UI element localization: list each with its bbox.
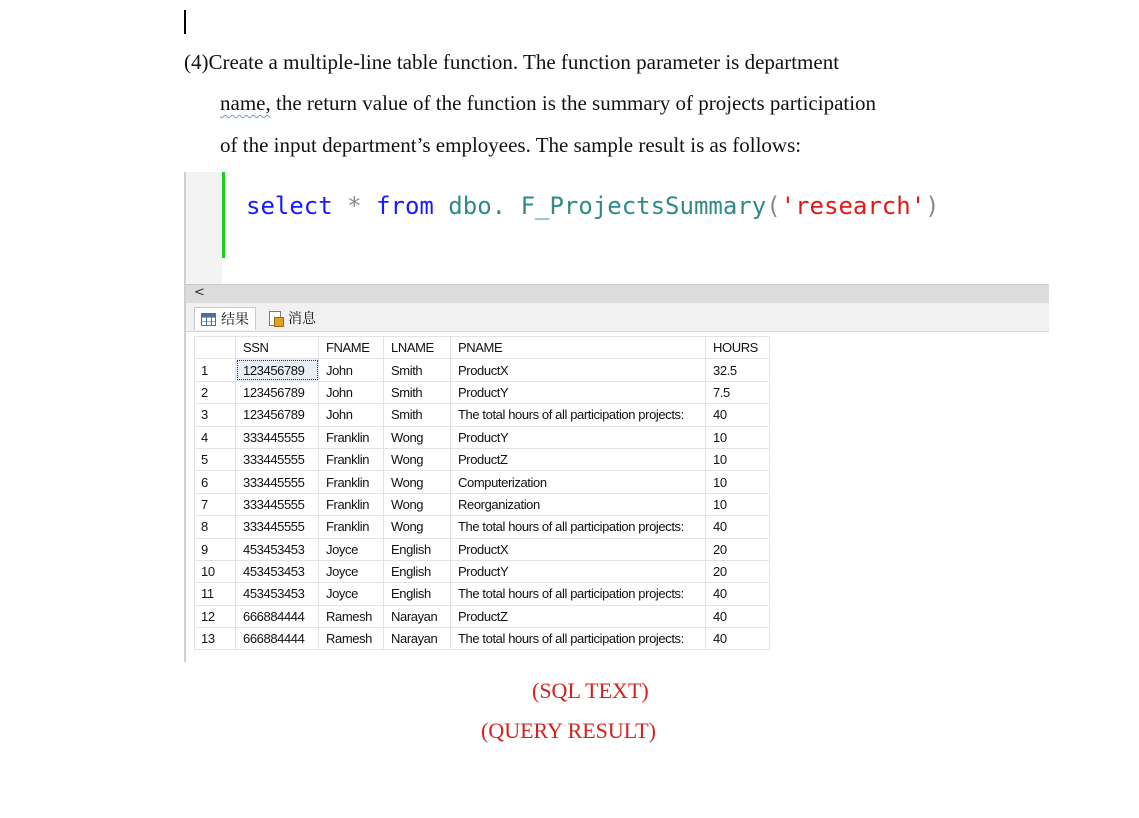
cell-ssn[interactable]: 123456789 bbox=[236, 359, 319, 381]
cell-fname[interactable]: Franklin bbox=[319, 471, 384, 493]
scroll-left-icon[interactable]: < bbox=[194, 285, 205, 300]
row-number[interactable]: 10 bbox=[195, 560, 236, 582]
cell-hours[interactable]: 10 bbox=[706, 493, 770, 515]
caption-sql-text: (SQL TEXT) bbox=[532, 678, 649, 703]
sql-schema: dbo. bbox=[433, 192, 521, 220]
cell-pname[interactable]: The total hours of all participation projects: bbox=[451, 628, 706, 650]
cell-ssn[interactable]: 333445555 bbox=[236, 448, 319, 470]
cell-lname[interactable]: Wong bbox=[384, 516, 451, 538]
cell-ssn[interactable]: 333445555 bbox=[236, 426, 319, 448]
cell-pname[interactable]: Computerization bbox=[451, 471, 706, 493]
cell-lname[interactable]: English bbox=[384, 560, 451, 582]
cell-ssn[interactable]: 123456789 bbox=[236, 381, 319, 403]
table-row[interactable] bbox=[195, 381, 770, 403]
cell-pname[interactable]: ProductZ bbox=[451, 605, 706, 627]
grid-header-row bbox=[195, 337, 770, 359]
table-row[interactable] bbox=[195, 583, 770, 605]
sql-paren-open: ( bbox=[766, 192, 781, 220]
cell-hours[interactable]: 7.5 bbox=[706, 381, 770, 403]
cell-lname[interactable]: English bbox=[384, 583, 451, 605]
cell-hours[interactable]: 40 bbox=[706, 583, 770, 605]
cell-lname[interactable]: English bbox=[384, 538, 451, 560]
sql-paren-close: ) bbox=[925, 192, 940, 220]
tab-results-label: 结果 bbox=[221, 312, 249, 328]
row-number[interactable]: 13 bbox=[195, 628, 236, 650]
cell-pname[interactable]: ProductY bbox=[451, 560, 706, 582]
cell-lname[interactable]: Narayan bbox=[384, 605, 451, 627]
cell-hours[interactable]: 10 bbox=[706, 448, 770, 470]
row-number[interactable]: 2 bbox=[195, 381, 236, 403]
cell-hours[interactable]: 40 bbox=[706, 628, 770, 650]
cell-hours[interactable]: 32.5 bbox=[706, 359, 770, 381]
sql-keyword-select: select bbox=[246, 192, 333, 220]
cell-lname[interactable]: Wong bbox=[384, 426, 451, 448]
cell-fname[interactable]: Franklin bbox=[319, 426, 384, 448]
tab-messages[interactable] bbox=[262, 307, 322, 329]
cell-pname[interactable]: ProductZ bbox=[451, 448, 706, 470]
cell-hours[interactable]: 10 bbox=[706, 471, 770, 493]
table-row[interactable] bbox=[195, 426, 770, 448]
editor-gutter bbox=[186, 172, 222, 284]
cell-pname[interactable]: The total hours of all participation projects: bbox=[451, 404, 706, 426]
column-header-ssn[interactable]: SSN bbox=[236, 337, 319, 359]
cell-lname[interactable]: Wong bbox=[384, 471, 451, 493]
sql-string-argument: 'research' bbox=[780, 192, 926, 220]
row-number[interactable]: 8 bbox=[195, 516, 236, 538]
table-row[interactable] bbox=[195, 560, 770, 582]
cell-fname[interactable]: Ramesh bbox=[319, 628, 384, 650]
spellcheck-word: name, bbox=[220, 91, 271, 115]
tab-messages-label: 消息 bbox=[288, 311, 316, 327]
cell-fname[interactable]: Ramesh bbox=[319, 605, 384, 627]
cell-fname[interactable]: Joyce bbox=[319, 583, 384, 605]
cell-fname[interactable]: Franklin bbox=[319, 448, 384, 470]
cell-pname[interactable]: Reorganization bbox=[451, 493, 706, 515]
results-grid[interactable] bbox=[194, 336, 770, 650]
table-row[interactable] bbox=[195, 605, 770, 627]
row-number[interactable]: 1 bbox=[195, 359, 236, 381]
column-header-lname[interactable]: LNAME bbox=[384, 337, 451, 359]
row-number[interactable]: 11 bbox=[195, 583, 236, 605]
table-row[interactable] bbox=[195, 448, 770, 470]
paragraph-line-2-text: the return value of the function is the summary of projects participation bbox=[270, 91, 877, 115]
sql-statement[interactable] bbox=[246, 192, 940, 220]
row-number[interactable]: 6 bbox=[195, 471, 236, 493]
cell-hours[interactable]: 10 bbox=[706, 426, 770, 448]
sql-star: * bbox=[332, 192, 377, 220]
cell-hours[interactable]: 40 bbox=[706, 516, 770, 538]
text-cursor bbox=[184, 10, 186, 34]
cell-fname[interactable]: John bbox=[319, 359, 384, 381]
sql-keyword-from: from bbox=[376, 192, 434, 220]
query-editor[interactable] bbox=[186, 172, 1049, 284]
column-header-pname[interactable]: PNAME bbox=[451, 337, 706, 359]
cell-hours[interactable]: 40 bbox=[706, 605, 770, 627]
paragraph-line-3: of the input department’s employees. The sample result is as follows: bbox=[220, 133, 802, 157]
cell-lname[interactable]: Wong bbox=[384, 448, 451, 470]
table-row[interactable] bbox=[195, 628, 770, 650]
paragraph-line-2 bbox=[220, 91, 876, 116]
cell-pname[interactable]: The total hours of all participation projects: bbox=[451, 516, 706, 538]
ssms-screenshot bbox=[184, 172, 1049, 662]
message-icon bbox=[268, 311, 283, 326]
sql-function-name: F_ProjectsSummary bbox=[520, 192, 767, 220]
cell-ssn[interactable]: 453453453 bbox=[236, 583, 319, 605]
cell-ssn[interactable]: 333445555 bbox=[236, 516, 319, 538]
cell-ssn[interactable]: 666884444 bbox=[236, 628, 319, 650]
tab-results[interactable] bbox=[194, 307, 256, 330]
cell-fname[interactable]: Franklin bbox=[319, 493, 384, 515]
table-row[interactable] bbox=[195, 471, 770, 493]
cell-fname[interactable]: John bbox=[319, 381, 384, 403]
cell-fname[interactable]: John bbox=[319, 404, 384, 426]
table-row[interactable] bbox=[195, 493, 770, 515]
cell-pname[interactable]: ProductY bbox=[451, 426, 706, 448]
grid-icon bbox=[201, 313, 216, 326]
table-row[interactable] bbox=[195, 359, 770, 381]
cell-hours[interactable]: 20 bbox=[706, 560, 770, 582]
cell-ssn[interactable]: 333445555 bbox=[236, 493, 319, 515]
cell-pname[interactable]: ProductX bbox=[451, 359, 706, 381]
cell-pname[interactable]: ProductY bbox=[451, 381, 706, 403]
table-row[interactable] bbox=[195, 516, 770, 538]
table-row[interactable] bbox=[195, 404, 770, 426]
cell-lname[interactable]: Wong bbox=[384, 493, 451, 515]
cell-lname[interactable]: Narayan bbox=[384, 628, 451, 650]
row-number[interactable]: 5 bbox=[195, 448, 236, 470]
paragraph-line-1: (4)Create a multiple-line table function. The function parameter is department bbox=[184, 50, 840, 74]
caption-query-result: (QUERY RESULT) bbox=[481, 718, 656, 743]
cell-fname[interactable]: Franklin bbox=[319, 516, 384, 538]
cell-hours[interactable]: 20 bbox=[706, 538, 770, 560]
cell-pname[interactable]: ProductX bbox=[451, 538, 706, 560]
cell-ssn[interactable]: 666884444 bbox=[236, 605, 319, 627]
row-number[interactable]: 3 bbox=[195, 404, 236, 426]
column-header-hours[interactable]: HOURS bbox=[706, 337, 770, 359]
table-row[interactable] bbox=[195, 538, 770, 560]
column-header-rownum[interactable] bbox=[195, 337, 236, 359]
row-number[interactable]: 4 bbox=[195, 426, 236, 448]
row-number[interactable]: 7 bbox=[195, 493, 236, 515]
cell-lname[interactable]: Smith bbox=[384, 381, 451, 403]
cell-lname[interactable]: Smith bbox=[384, 359, 451, 381]
row-number[interactable]: 9 bbox=[195, 538, 236, 560]
change-indicator-bar bbox=[222, 172, 225, 258]
cell-hours[interactable]: 40 bbox=[706, 404, 770, 426]
cell-ssn[interactable]: 333445555 bbox=[236, 471, 319, 493]
results-tab-strip bbox=[186, 303, 1049, 332]
cell-pname[interactable]: The total hours of all participation projects: bbox=[451, 583, 706, 605]
cell-lname[interactable]: Smith bbox=[384, 404, 451, 426]
cell-fname[interactable]: Joyce bbox=[319, 538, 384, 560]
column-header-fname[interactable]: FNAME bbox=[319, 337, 384, 359]
cell-fname[interactable]: Joyce bbox=[319, 560, 384, 582]
horizontal-scrollbar[interactable] bbox=[186, 284, 1049, 303]
cell-ssn[interactable]: 123456789 bbox=[236, 404, 319, 426]
cell-ssn[interactable]: 453453453 bbox=[236, 538, 319, 560]
cell-ssn[interactable]: 453453453 bbox=[236, 560, 319, 582]
row-number[interactable]: 12 bbox=[195, 605, 236, 627]
